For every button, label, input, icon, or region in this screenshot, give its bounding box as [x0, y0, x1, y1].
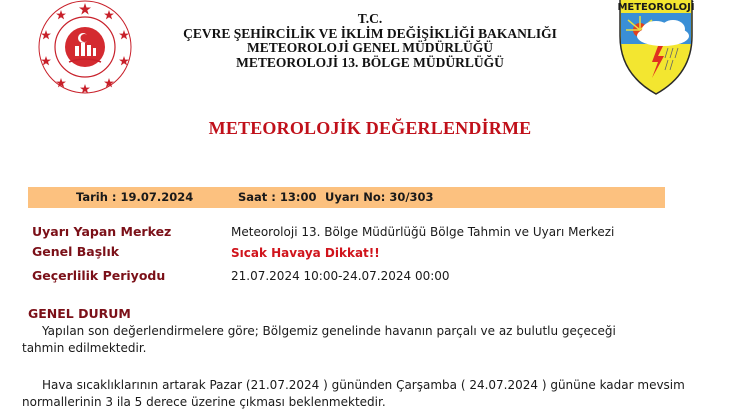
detail-label-validity: Geçerlilik Periyodu: [32, 268, 166, 283]
paragraph-1-line-1: Yapılan son değerlendirmelere göre; Bölgemiz genelinde havanın parçalı ve az bulutlu geçeceği: [42, 324, 616, 338]
detail-label-center: Uyarı Yapan Merkez: [32, 224, 172, 239]
general-paragraph-2: [22, 377, 722, 411]
general-heading: GENEL DURUM: [28, 306, 131, 321]
ministry-seal-icon: [37, 0, 133, 96]
general-paragraph-1: [22, 323, 722, 357]
meteoroloji-shield-icon: [618, 0, 694, 96]
svg-text:METEOROLOJİ: METEOROLOJİ: [618, 2, 694, 13]
time-text: Saat : 13:00: [238, 190, 317, 204]
header-line-ministry: ÇEVRE ŞEHİRCİLİK VE İKLİM DEĞİŞİKLİĞİ BAKANLIĞI: [183, 25, 557, 41]
detail-value-validity: 21.07.2024 10:00-24.07.2024 00:00: [231, 269, 450, 283]
paragraph-1-line-2: tahmin edilmektedir.: [22, 341, 147, 355]
paragraph-2-line-2: normallerinin 3 ila 5 derece üzerine çıkması beklenmektedir.: [22, 395, 386, 409]
header-line-tc: T.C.: [357, 11, 383, 26]
warning-number-text: Uyarı No: 30/303: [325, 190, 434, 204]
detail-value-center: Meteoroloji 13. Bölge Müdürlüğü Bölge Tahmin ve Uyarı Merkezi: [231, 225, 615, 239]
date-text: Tarih : 19.07.2024: [76, 190, 194, 204]
document-title: METEOROLOJİK DEĞERLENDİRME: [208, 118, 532, 138]
info-bar: [28, 187, 665, 208]
detail-value-heading: Sıcak Havaya Dikkat!!: [231, 246, 380, 260]
header-line-regional: METEOROLOJİ 13. BÖLGE MÜDÜRLÜĞÜ: [236, 54, 504, 70]
detail-label-heading: Genel Başlık: [32, 244, 120, 259]
header-line-directorate: METEOROLOJİ GENEL MÜDÜRLÜĞÜ: [246, 40, 494, 55]
letterhead: [160, 12, 580, 70]
paragraph-2-line-1: Hava sıcaklıklarının artarak Pazar (21.07.2024 ) gününden Çarşamba ( 24.07.2024 ) gününe kadar mevsim: [42, 378, 685, 392]
